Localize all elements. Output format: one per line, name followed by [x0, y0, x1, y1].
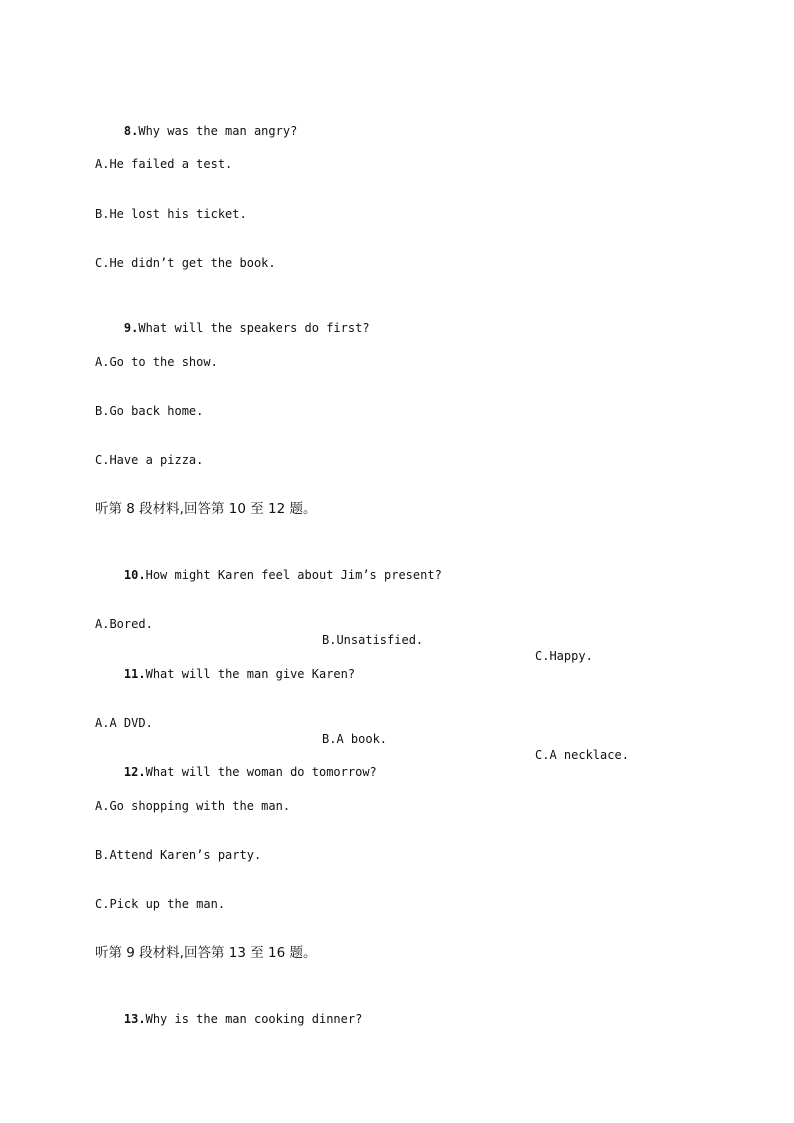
- question-number: 13.: [123, 1012, 146, 1026]
- question-text: What will the man give Karen?: [145, 667, 356, 681]
- option-8c: C.He didn’t get the book.: [95, 256, 276, 270]
- question-text: What will the speakers do first?: [138, 321, 370, 335]
- question-number: 9.: [123, 321, 139, 335]
- options-row-10: [0, 600, 794, 663]
- question-13: [95, 995, 362, 1043]
- section-instruction-8: 听第 8 段材料,回答第 10 至 12 题。: [95, 501, 317, 517]
- option-11c: C.A necklace.: [535, 748, 629, 762]
- question-text: Why was the man angry?: [138, 124, 298, 138]
- option-12c: C.Pick up the man.: [95, 897, 226, 911]
- question-number: 10.: [123, 568, 146, 582]
- section-instruction-9: 听第 9 段材料,回答第 13 至 16 题。: [95, 945, 317, 961]
- question-12: [95, 748, 377, 796]
- question-number: 12.: [123, 765, 146, 779]
- option-8a: A.He failed a test.: [95, 157, 233, 171]
- question-text: What will the woman do tomorrow?: [145, 765, 377, 779]
- option-11a: A.A DVD.: [95, 716, 153, 730]
- option-9b: B.Go back home.: [95, 404, 204, 418]
- question-8: [95, 107, 297, 155]
- option-12b: B.Attend Karen’s party.: [95, 848, 262, 862]
- options-row-11: [0, 699, 794, 762]
- question-text: Why is the man cooking dinner?: [145, 1012, 363, 1026]
- option-8b: B.He lost his ticket.: [95, 207, 247, 221]
- question-number: 8.: [123, 124, 139, 138]
- question-11: [95, 650, 355, 698]
- question-10: [95, 551, 442, 599]
- question-number: 11.: [123, 667, 146, 681]
- question-text: How might Karen feel about Jim’s present?: [145, 568, 442, 582]
- option-10a: A.Bored.: [95, 617, 153, 631]
- option-11b: B.A book.: [322, 732, 388, 746]
- option-9c: C.Have a pizza.: [95, 453, 204, 467]
- option-10c: C.Happy.: [535, 649, 593, 663]
- question-9: [95, 304, 370, 352]
- option-9a: A.Go to the show.: [95, 355, 218, 369]
- option-12a: A.Go shopping with the man.: [95, 799, 291, 813]
- option-10b: B.Unsatisfied.: [322, 633, 424, 647]
